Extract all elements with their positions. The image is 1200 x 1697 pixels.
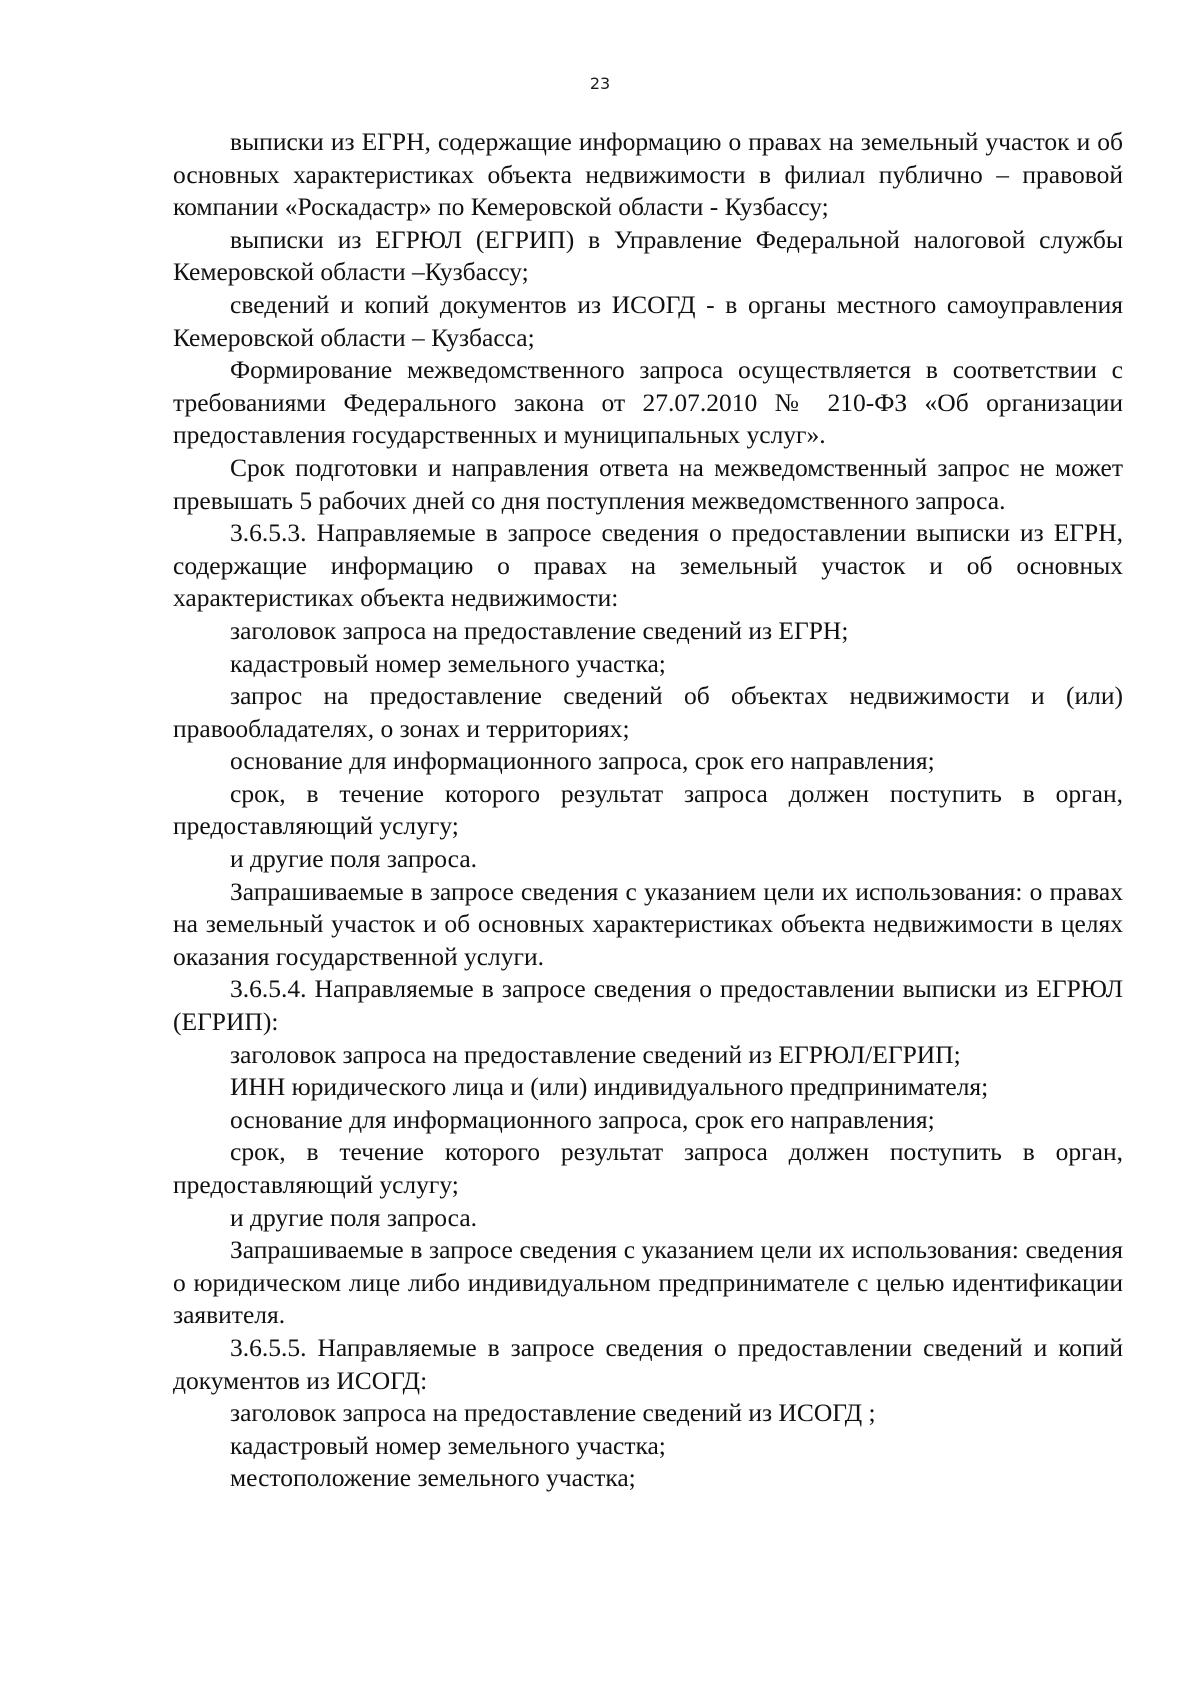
paragraph: сведений и копий документов из ИСОГД - в органы местного самоуправления Кемеровской области – Кузбасса; <box>173 289 1123 352</box>
list-item: заголовок запроса на предоставление сведений из ЕГРН; <box>230 615 849 645</box>
list-item: основание для информационного запроса, срок его направления; <box>230 1104 935 1134</box>
page-number: 23 <box>589 74 611 93</box>
paragraph: выписки из ЕГРН, содержащие информацию о правах на земельный участок и об основных характеристиках объекта недвижимости в филиал публично – правовой компании «Роскадастр» по Кемеровской области - Кузбассу; <box>173 127 1123 222</box>
section-paragraph: 3.6.5.3. Направляемые в запросе сведения о предоставлении выписки из ЕГРН, содержащие информацию о правах на земельный участок и об основных характеристиках объекта недвижимости: <box>173 518 1123 613</box>
document-body <box>173 126 1123 1495</box>
list-item: срок, в течение которого результат запроса должен поступить в орган, предоставляющий услугу; <box>173 778 1123 841</box>
list-item: и другие поля запроса. <box>230 844 478 874</box>
list-item: ИНН юридического лица и (или) индивидуального предпринимателя; <box>230 1072 989 1102</box>
paragraph: Запрашиваемые в запросе сведения с указанием цели их использования: о правах на земельный участок и об основных характеристиках объекта недвижимости в целях оказания государственной услуги. <box>173 876 1123 971</box>
list-item: и другие поля запроса. <box>230 1202 478 1232</box>
list-item: заголовок запроса на предоставление сведений из ЕГРЮЛ/ЕГРИП; <box>230 1039 961 1069</box>
list-item: запрос на предоставление сведений об объектах недвижимости и (или) правообладателях, о зонах и территориях; <box>173 681 1123 743</box>
paragraph: Формирование межведомственного запроса осуществляется в соответствии с требованиями Федерального закона от 27.07.2010 № 210-ФЗ «Об организации предоставления государственных и муниципальных услуг». <box>173 355 1123 450</box>
list-item: местоположение земельного участка; <box>230 1463 636 1493</box>
list-item: кадастровый номер земельного участка; <box>230 1430 666 1460</box>
list-item: заголовок запроса на предоставление сведений из ИСОГД ; <box>230 1398 876 1428</box>
list-item: основание для информационного запроса, срок его направления; <box>230 746 935 776</box>
section-paragraph: 3.6.5.4. Направляемые в запросе сведения о предоставлении выписки из ЕГРЮЛ (ЕГРИП): <box>173 974 1123 1037</box>
list-item: срок, в течение которого результат запроса должен поступить в орган, предоставляющий услугу; <box>173 1137 1123 1199</box>
section-paragraph: 3.6.5.5. Направляемые в запросе сведения о предоставлении сведений и копий документов из ИСОГД: <box>173 1332 1123 1395</box>
list-item: кадастровый номер земельного участка; <box>230 648 666 678</box>
paragraph: Срок подготовки и направления ответа на межведомственный запрос не может превышать 5 рабочих дней со дня поступления межведомственного запроса. <box>173 452 1123 515</box>
paragraph: выписки из ЕГРЮЛ (ЕГРИП) в Управление Федеральной налоговой службы Кемеровской области –Кузбассу; <box>173 224 1123 287</box>
paragraph: Запрашиваемые в запросе сведения с указанием цели их использования: сведения о юридическом лице либо индивидуальном предпринимателе с целью идентификации заявителя. <box>173 1235 1123 1330</box>
